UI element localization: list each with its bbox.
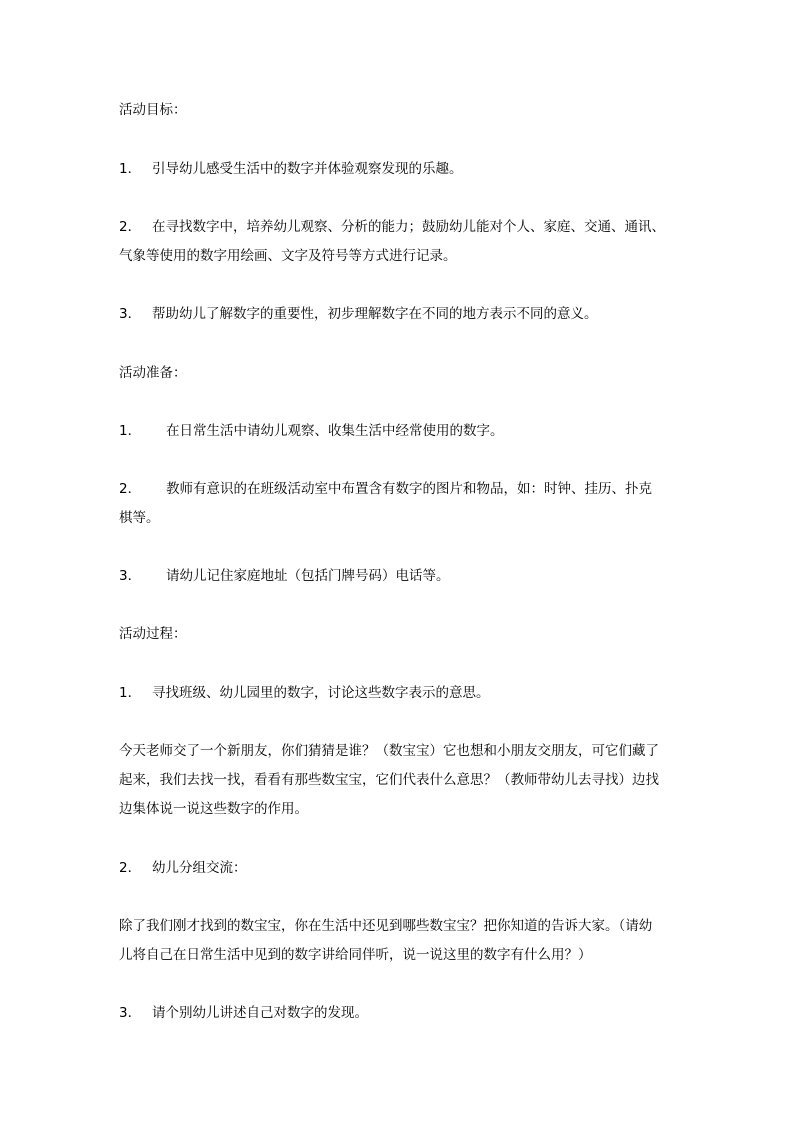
process-paragraph-1-line3: 边集体说一说这些数字的作用。: [119, 801, 308, 817]
process-number-3: 3．: [119, 1005, 142, 1021]
process-paragraph-1-line1: 今天老师交了一个新朋友，你们猜猜是谁？（数宝宝）它也想和小朋友交朋友，可它们藏了: [119, 743, 659, 759]
prep-number-2: 2．: [119, 481, 142, 497]
process-paragraph-2-line2: 儿将自己在日常生活中见到的数字讲给同伴听，说一说这里的数字有什么用？）: [119, 947, 592, 963]
goal-text-3: 帮助幼儿了解数字的重要性，初步理解数字在不同的地方表示不同的意义。: [152, 306, 598, 322]
goal-item-2: [119, 213, 679, 241]
prep-heading: 活动准备：: [119, 365, 187, 381]
prep-number-3: 3．: [119, 568, 142, 584]
goal-text-2-line2: 气象等使用的数字用绘画、文字及符号等方式进行记录。: [119, 248, 457, 264]
goal-number-2: 2．: [119, 219, 142, 235]
prep-text-1: 在日常生活中请幼儿观察、收集生活中经常使用的数字。: [166, 423, 504, 439]
prep-item-1: [119, 417, 679, 445]
process-text-1: 寻找班级、幼儿园里的数字，讨论这些数字表示的意思。: [152, 685, 490, 701]
goals-heading: 活动目标：: [119, 102, 187, 118]
prep-item-2: [119, 475, 679, 503]
goal-item-1: [119, 155, 679, 183]
process-text-3: 请个别幼儿讲述自己对数字的发现。: [152, 1005, 368, 1021]
process-item-2: [119, 854, 679, 882]
process-heading: 活动过程：: [119, 626, 187, 642]
process-item-1: [119, 679, 679, 707]
goal-number-3: 3．: [119, 306, 142, 322]
goal-number-1: 1．: [119, 161, 142, 177]
prep-text-2-line2: 棋等。: [119, 510, 160, 526]
process-item-3: [119, 999, 679, 1027]
process-paragraph-2-line1: 除了我们刚才找到的数宝宝，你在生活中还见到哪些数宝宝？把你知道的告诉大家。（请幼: [119, 918, 653, 934]
prep-item-3: [119, 562, 679, 590]
process-paragraph-1-line2: 起来，我们去找一找，看看有那些数宝宝，它们代表什么意思？（教师带幼儿去寻找）边找: [119, 772, 659, 788]
process-number-1: 1．: [119, 685, 142, 701]
prep-text-3: 请幼儿记住家庭地址（包括门牌号码）电话等。: [166, 568, 450, 584]
prep-number-1: 1．: [119, 423, 142, 439]
goal-text-2-line1: 在寻找数字中，培养幼儿观察、分析的能力；鼓励幼儿能对个人、家庭、交通、通讯、: [152, 219, 665, 235]
process-number-2: 2．: [119, 860, 142, 876]
process-text-2: 幼儿分组交流：: [152, 860, 247, 876]
prep-text-2-line1: 教师有意识的在班级活动室中布置含有数字的图片和物品，如：时钟、挂历、扑克: [166, 481, 652, 497]
goal-text-1: 引导幼儿感受生活中的数字并体验观察发现的乐趣。: [152, 161, 463, 177]
goal-item-3: [119, 300, 679, 328]
